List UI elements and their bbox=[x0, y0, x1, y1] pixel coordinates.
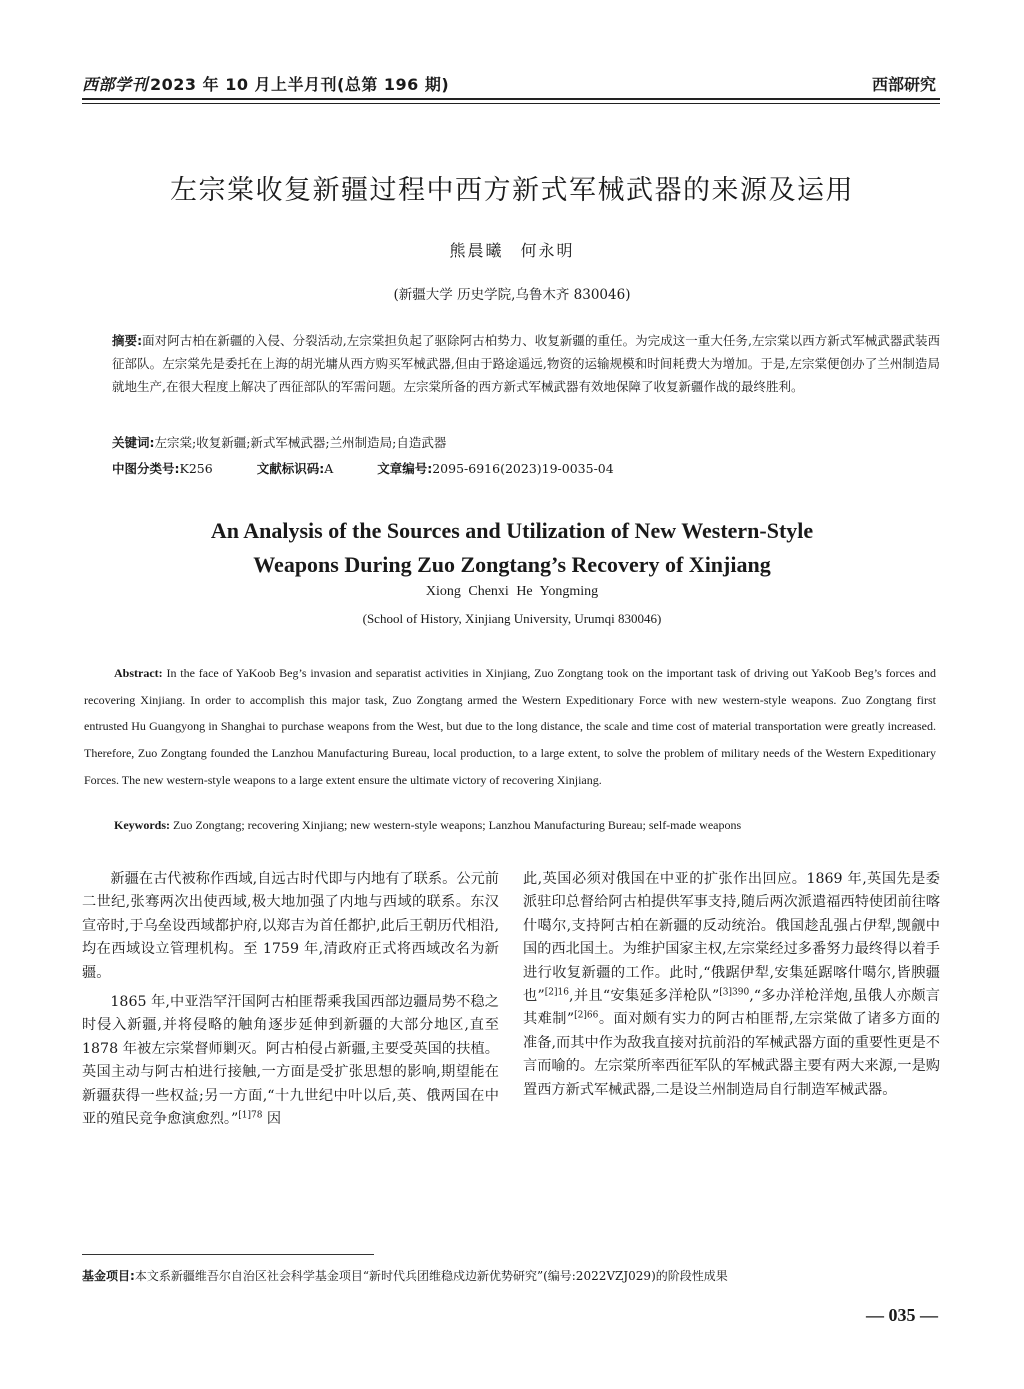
keywords-zh-text: 左宗棠;收复新疆;新式军械武器;兰州制造局;自造武器 bbox=[154, 435, 447, 450]
body-text: 因 bbox=[262, 1111, 282, 1128]
body-text: 此,英国必须对俄国在中亚的扩张作出回应。1869 年,英国先是委派驻印总督给阿古柏提供军事支持,随后两次派遣福西特使团前往喀什噶尔,支持阿古柏在新疆的反动统治。俄国趁乱强占伊犁,觊觎中国的西北国土。为维护国家主权,左宗棠经过多番努力最终得以着手进行收复新疆的工作。此时,“俄踞伊犁,安集延踞喀什噶尔,皆腴疆也” bbox=[523, 871, 940, 1005]
body-paragraph bbox=[523, 868, 940, 1102]
footnote-funding bbox=[82, 1267, 942, 1284]
citation-ref: [2]16 bbox=[544, 987, 569, 998]
abstract-en-label: Abstract: bbox=[114, 666, 163, 680]
doc-code-value: A bbox=[324, 461, 334, 476]
page-number: — 035 — bbox=[866, 1305, 938, 1325]
running-header-section: 西部研究 bbox=[871, 75, 936, 94]
abstract-en-text: In the face of YaKoob Beg’s invasion and separatist activities in Xinjiang, Zuo Zongtang took on the important task of driving out YaKoob Beg’s forces and recovering Xinjiang. In order to accomplish this major task, Zuo Zongtang armed the Western Expeditionary Force with new western-style weapons. Zuo Zongtang first entrusted Hu Guangyong in Shanghai to purchase weapons from the West, but due to the long distance, the scale and time cost of material transportation were greatly increased. Therefore, Zuo Zongtang founded the Lanzhou Manufacturing Bureau, local production, to a large extent, to solve the problem of military needs of the Western Expeditionary Forces. The new western-style weapons to a large extent ensure the ultimate victory of recovering Xinjiang. bbox=[84, 666, 936, 787]
doc-code-label: 文献标识码: bbox=[256, 461, 325, 476]
authors-zh: 熊晨曦 何永明 bbox=[449, 241, 575, 260]
body-text: ,并且“安集延多洋枪队” bbox=[568, 988, 720, 1005]
citation-ref: [3]390 bbox=[719, 987, 750, 998]
body-text: 。面对颇有实力的阿古柏匪帮,左宗棠做了诸多方面的准备,而其中作为敌我直接对抗前沿的军械武器方面的重要性更是不言而喻的。左宗棠所率西征军队的军械武器主要有两大来源,一是购置西方新式军械武器,二是设兰州制造局自行制造军械武器。 bbox=[523, 1011, 940, 1098]
keywords-zh-label: 关键词: bbox=[112, 435, 155, 450]
article-number-value: 2095-6916(2023)19-0035-04 bbox=[432, 461, 614, 476]
footnote-rule bbox=[82, 1254, 374, 1255]
clc-value: K256 bbox=[179, 461, 213, 476]
abstract-zh-label: 摘要: bbox=[112, 333, 143, 348]
classification-line bbox=[112, 459, 940, 477]
body-text: ,“多办洋枪洋炮,虽俄人亦颇言其难制” bbox=[523, 988, 940, 1028]
abstract-zh-text: 面对阿古柏在新疆的入侵、分裂活动,左宗棠担负起了驱除阿古柏势力、收复新疆的重任。为完成这一重大任务,左宗棠以西方新式军械武器武装西征部队。左宗棠先是委托在上海的胡光墉从西方购买军械武器,但由于路途遥远,物资的运输规模和时间耗费大为增加。于是,左宗棠便创办了兰州制造局就地生产,在很大程度上解决了西征部队的军需问题。左宗棠所备的西方新式军械武器有效地保障了收复新疆作战的最终胜利。 bbox=[112, 333, 940, 394]
affiliation-zh: (新疆大学 历史学院,乌鲁木齐 830046) bbox=[393, 287, 631, 303]
body-column-left bbox=[82, 868, 499, 1137]
article-title-en bbox=[0, 514, 1024, 582]
keywords-en bbox=[114, 818, 944, 833]
header-rule-thick bbox=[82, 98, 940, 100]
footnote-label: 基金项目: bbox=[82, 1269, 135, 1283]
article-number-label: 文章编号: bbox=[377, 461, 433, 476]
clc-label: 中图分类号: bbox=[112, 461, 180, 476]
keywords-en-text: Zuo Zongtang; recovering Xinjiang; new western-style weapons; Lanzhou Manufacturing Bureau; self-made weapons bbox=[173, 818, 742, 832]
body-paragraph bbox=[82, 991, 499, 1131]
body-column-right bbox=[523, 868, 940, 1108]
title-en-line2: Weapons During Zuo Zongtang’s Recovery of Xinjiang bbox=[253, 552, 771, 577]
header-rule-thin bbox=[82, 103, 940, 104]
abstract-en bbox=[84, 660, 936, 794]
keywords-en-label: Keywords: bbox=[114, 818, 170, 832]
footnote-text: 本文系新疆维吾尔自治区社会科学基金项目“新时代兵团维稳戍边新优势研究”(编号:2022VZJ029)的阶段性成果 bbox=[134, 1269, 728, 1283]
authors-en: Xiong Chenxi He Yongming bbox=[425, 584, 599, 599]
body-paragraph: 新疆在古代被称作西域,自远古时代即与内地有了联系。公元前二世纪,张骞两次出使西域,极大地加强了内地与西域的联系。东汉宣帝时,于乌垒设西域都护府,以郑吉为首任都护,此后王朝历代相沿,均在西域设立管理机构。至 1759 年,清政府正式将西域改名为新疆。 bbox=[82, 871, 499, 981]
citation-ref: [1]78 bbox=[238, 1110, 263, 1121]
abstract-zh bbox=[112, 329, 940, 398]
citation-ref: [2]66 bbox=[574, 1010, 599, 1021]
journal-logo: 西部学刊 bbox=[82, 75, 149, 94]
body-text: 1865 年,中亚浩罕汗国阿古柏匪帮乘我国西部边疆局势不稳之时侵入新疆,并将侵略的触角逐步延伸到新疆的大部分地区,直至 1878 年被左宗棠督师剿灭。阿古柏侵占新疆,主要受英国的扶植。英国主动与阿古柏进行接触,一方面是受扩张思想的影响,期望能在新疆获得一些权益;另一方面,“十九世纪中叶以后,英、俄两国在中亚的殖民竞争愈演愈烈。” bbox=[82, 994, 499, 1128]
affiliation-en: (School of History, Xinjiang University, Urumqi 830046) bbox=[362, 611, 662, 626]
article-title-zh: 左宗棠收复新疆过程中西方新式军械武器的来源及运用 bbox=[170, 175, 854, 206]
issue-text: 2023 年 10 月上半月刊(总第 196 期) bbox=[150, 75, 450, 94]
running-header-issue bbox=[82, 72, 449, 95]
title-en-line1: An Analysis of the Sources and Utilization of New Western-Style bbox=[210, 518, 814, 543]
keywords-zh bbox=[112, 433, 940, 451]
